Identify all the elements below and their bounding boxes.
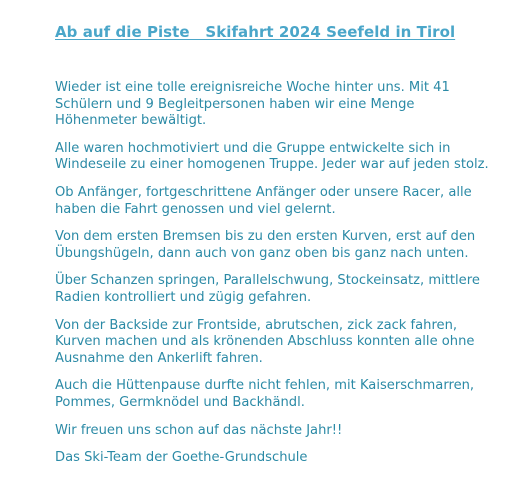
paragraph-techniques: Über Schanzen springen, Parallelschwung, Stockeinsatz, mittlere Radien kontrolliert und zügig gefahren. bbox=[55, 273, 480, 305]
paragraph-hut-break: Auch die Hüttenpause durfte nicht fehlen, mit Kaiserschmarren, Pommes, Germknödel und Backhändl. bbox=[55, 378, 475, 410]
article bbox=[55, 22, 495, 478]
paragraph-skill-levels: Ob Anfänger, fortgeschrittene Anfänger oder unsere Racer, alle haben die Fahrt genossen und viel gelernt. bbox=[55, 184, 472, 217]
article-body bbox=[55, 80, 495, 467]
paragraph-intro: Wieder ist eine tolle ereignisreiche Woche hinter uns. Mit 41 Schülern und 9 Begleitpersonen haben wir eine Menge Höhenmeter bewältigt. bbox=[55, 80, 450, 129]
paragraph-motivation: Alle waren hochmotiviert und die Gruppe entwickelte sich in Windeseile zu einer homogenen Truppe. Jeder war auf jeden stolz. bbox=[55, 140, 489, 173]
signature: Das Ski-Team der Goethe-Grundschule bbox=[55, 450, 308, 466]
article-title: Ab auf die Piste Skifahrt 2024 Seefeld in Tirol bbox=[55, 23, 456, 41]
paragraph-progress: Von dem ersten Bremsen bis zu den ersten Kurven, erst auf den Übungshügeln, dann auch von ganz oben bis ganz nach unten. bbox=[55, 229, 476, 261]
paragraph-achievements: Von der Backside zur Frontside, abrutschen, zick zack fahren, Kurven machen und als krönenden Abschluss konnten alle ohne Ausnahme den Ankerlift fahren. bbox=[55, 317, 475, 366]
paragraph-closing: Wir freuen uns schon auf das nächste Jahr!! bbox=[55, 422, 343, 438]
